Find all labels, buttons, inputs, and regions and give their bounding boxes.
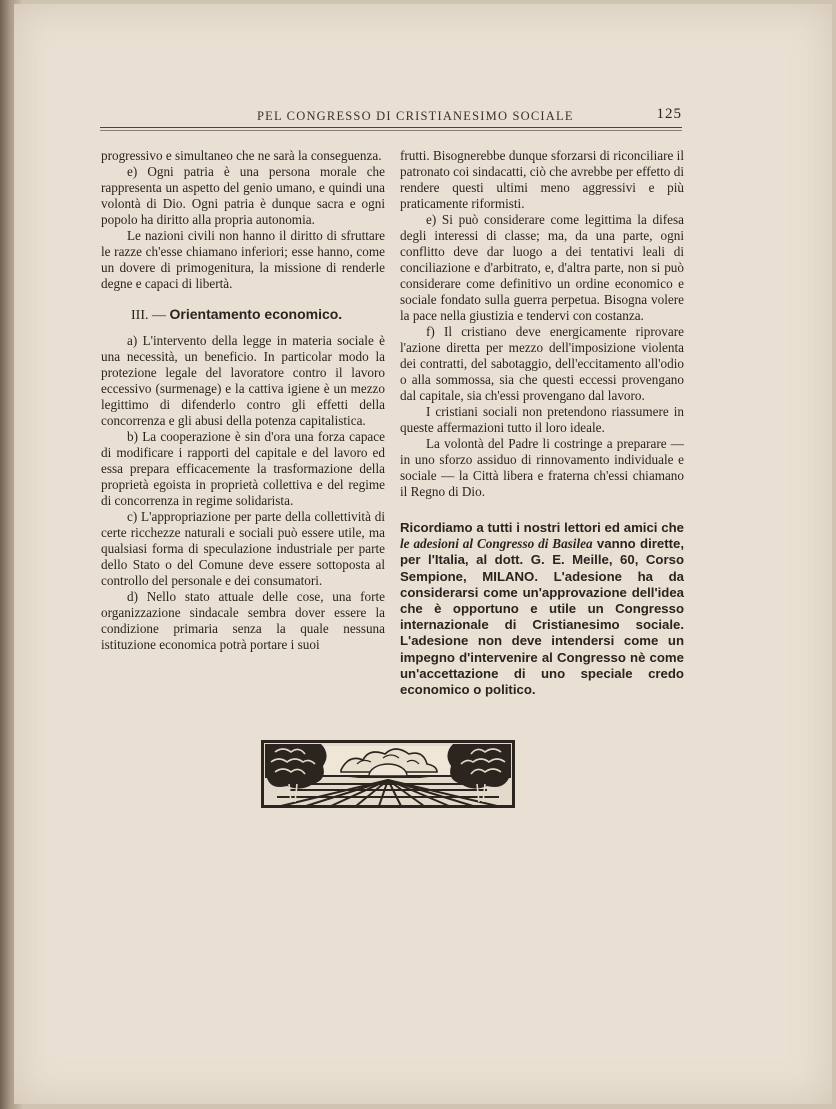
paragraph: I cristiani sociali non pretendono riassumere in queste affermazioni tutto il loro ideale. (400, 404, 684, 435)
section-number: III. — (131, 308, 166, 323)
page-header (100, 106, 682, 126)
paragraph: a) L'intervento della legge in materia sociale è una necessità, un beneficio. In particolar modo la protezione legale del lavoratore contro il lavoro eccessivo (surmenage) e la cattiva igiene è un mezzo legittimo di difenderlo contro gli effetti della concorrenza e gli abusi della potenza capitalistica. (101, 333, 385, 428)
paragraph: e) Si può considerare come legittima la difesa degli interessi di classe; ma, da una parte, ogni conflitto deve dar luogo a dei tentativi leali di conciliazione e d'arbitrato, e, d'altra parte, non si può considerare come definitivo un ordine economico e sociale fondato sulla guerra perpetua. Bisogna volere la pace nella giustizia e tendervi con costanza. (400, 212, 684, 323)
notice-italic: le adesioni al Congresso di Basilea (400, 536, 593, 552)
section-title: Orientamento economico. (169, 306, 343, 322)
paragraph: Le nazioni civili non hanno il diritto di sfruttare le razze ch'esse chiamano inferiori; esse hanno, come un dovere di primogenitura, la missione di renderle degne e capaci di libertà. (101, 228, 385, 291)
notice-text: vanno dirette, per l'Italia, al dott. G. E. Meille, 60, Corso Sempione, MILANO. L'adesione ha da considerarsi come un'approvazione dell'idea che è opportuno e utile un Congresso internazionale di Cristianesimo sociale. L'adesione non deve intendersi come un impegno d'intervenire al Congresso nè come un'accettazione di uno speciale credo economico o politico. (400, 536, 685, 698)
left-column (101, 148, 385, 653)
header-rule-thin (100, 130, 682, 131)
paragraph: La volontà del Padre li costringe a preparare — in uno sforzo assiduo di rinnovamento individuale e sociale — la Città libera e fraterna ch'essi chiamano il Regno di Dio. (400, 436, 684, 499)
header-rule (100, 127, 682, 128)
landscape-vignette-icon (261, 740, 515, 808)
right-column (400, 148, 684, 698)
running-title: PEL CONGRESSO DI CRISTIANESIMO SOCIALE (257, 109, 574, 123)
notice-text: Ricordiamo a tutti i nostri lettori ed amici che (400, 520, 684, 535)
section-heading (101, 306, 385, 324)
paragraph: progressivo e simultaneo che ne sarà la conseguenza. (101, 148, 382, 163)
paragraph: c) L'appropriazione per parte della collettività di certe ricchezze naturali e sociali può essere utile, ma qualsiasi forma di speculazione industriale per parte dello Stato o del Comune deve essere sottoposta al controllo del personale e dei consumatori. (101, 509, 385, 588)
paragraph: b) La cooperazione è sin d'ora una forza capace di modificare i rapporti del capitale e del lavoro ed essa prepara efficacemente la trasformazione della proprietà egoista in proprietà collettiva e del regime di concorrenza in regime solidarista. (101, 429, 385, 508)
membership-notice (400, 520, 684, 698)
paragraph: d) Nello stato attuale delle cose, una forte organizzazione sindacale sembra dover essere la condizione primaria senza la quale nessuna istituzione economica potrà portare i suoi (101, 589, 385, 652)
paragraph: e) Ogni patria è una persona morale che rappresenta un aspetto del genio umano, e quindi una volontà di Dio. Ogni patria è dunque sacra e ogni popolo ha diritto alla propria autonomia. (101, 164, 385, 227)
page-number: 125 (656, 106, 682, 122)
paragraph: frutti. Bisognerebbe dunque sforzarsi di riconciliare il patronato coi sindacatti, ciò che avrebbe per effetto di rendere questi ultimi meno aggressivi e più praticamente riformisti. (400, 148, 684, 211)
paragraph: f) Il cristiano deve energicamente riprovare l'azione diretta per mezzo dell'imposizione violenta dei contratti, del sabotaggio, dell'eccitamento all'odio o alla sommossa, sia che questi eccessi provengano dal capitale, sia ch'essi provengano dal lavoro. (400, 324, 684, 403)
